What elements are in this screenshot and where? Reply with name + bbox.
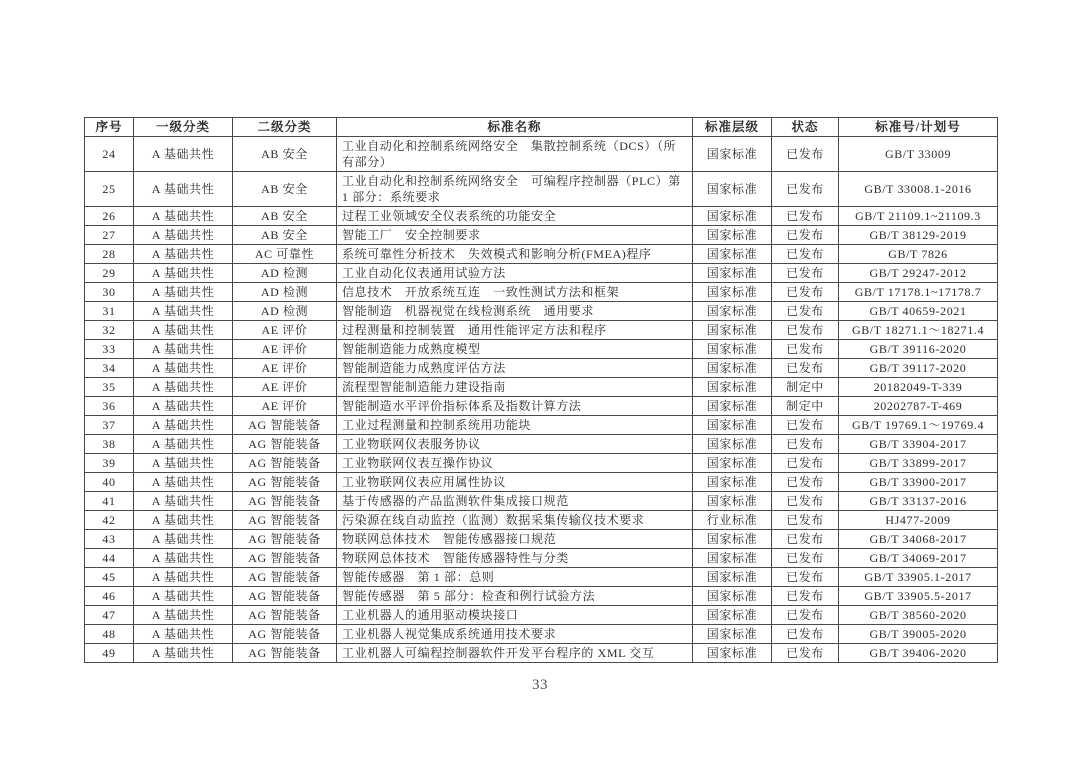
table-cell: A 基础共性 xyxy=(134,549,233,568)
table-cell: 制定中 xyxy=(772,378,839,397)
table-cell: 国家标准 xyxy=(693,549,772,568)
table-cell: 已发布 xyxy=(772,302,839,321)
table-cell: 37 xyxy=(85,416,134,435)
table-cell: 国家标准 xyxy=(693,606,772,625)
table-cell: 智能制造能力成熟度评估方法 xyxy=(337,359,693,378)
table-cell: 国家标准 xyxy=(693,137,772,172)
table-cell: A 基础共性 xyxy=(134,625,233,644)
table-row xyxy=(85,226,998,245)
table-cell: 已发布 xyxy=(772,549,839,568)
table-cell: GB/T 33899-2017 xyxy=(839,454,998,473)
table-cell: A 基础共性 xyxy=(134,644,233,663)
table-cell: A 基础共性 xyxy=(134,587,233,606)
table-cell: 国家标准 xyxy=(693,473,772,492)
table-cell: 20182049-T-339 xyxy=(839,378,998,397)
table-cell: GB/T 33900-2017 xyxy=(839,473,998,492)
table-cell: GB/T 17178.1~17178.7 xyxy=(839,283,998,302)
table-cell: 已发布 xyxy=(772,172,839,207)
table-cell: 已发布 xyxy=(772,587,839,606)
table-cell: A 基础共性 xyxy=(134,226,233,245)
table-cell: GB/T 39005-2020 xyxy=(839,625,998,644)
column-header-no: 序号 xyxy=(85,118,134,137)
table-row xyxy=(85,302,998,321)
table-row xyxy=(85,245,998,264)
table-cell: 行业标准 xyxy=(693,511,772,530)
table-row xyxy=(85,283,998,302)
table-cell: A 基础共性 xyxy=(134,416,233,435)
table-cell: AG 智能装备 xyxy=(233,568,337,587)
table-row xyxy=(85,606,998,625)
table-cell: AB 安全 xyxy=(233,137,337,172)
table-cell: 32 xyxy=(85,321,134,340)
table-cell: A 基础共性 xyxy=(134,245,233,264)
table-cell: AG 智能装备 xyxy=(233,625,337,644)
table-cell: 国家标准 xyxy=(693,207,772,226)
table-cell: AG 智能装备 xyxy=(233,492,337,511)
table-cell: 国家标准 xyxy=(693,644,772,663)
table-cell: A 基础共性 xyxy=(134,378,233,397)
table-cell: A 基础共性 xyxy=(134,172,233,207)
table-cell: 系统可靠性分析技术 失效模式和影响分析(FMEA)程序 xyxy=(337,245,693,264)
table-cell: 国家标准 xyxy=(693,492,772,511)
table-row xyxy=(85,340,998,359)
table-cell: 工业物联网仪表应用属性协议 xyxy=(337,473,693,492)
table-cell: 流程型智能制造能力建设指南 xyxy=(337,378,693,397)
table-cell: A 基础共性 xyxy=(134,283,233,302)
table-row xyxy=(85,530,998,549)
table-cell: 智能传感器 第 1 部：总则 xyxy=(337,568,693,587)
table-cell: GB/T 39117-2020 xyxy=(839,359,998,378)
table-cell: GB/T 39116-2020 xyxy=(839,340,998,359)
table-cell: 过程测量和控制装置 通用性能评定方法和程序 xyxy=(337,321,693,340)
table-row xyxy=(85,644,998,663)
table-cell: 已发布 xyxy=(772,435,839,454)
table-cell: GB/T 33009 xyxy=(839,137,998,172)
table-body xyxy=(85,137,998,663)
table-cell: AG 智能装备 xyxy=(233,511,337,530)
table-cell: 智能制造水平评价指标体系及指数计算方法 xyxy=(337,397,693,416)
table-cell: 国家标准 xyxy=(693,587,772,606)
table-row xyxy=(85,264,998,283)
table-cell: 国家标准 xyxy=(693,416,772,435)
table-cell: A 基础共性 xyxy=(134,435,233,454)
table-cell: 信息技术 开放系统互连 一致性测试方法和框架 xyxy=(337,283,693,302)
table-cell: 41 xyxy=(85,492,134,511)
table-cell: 国家标准 xyxy=(693,568,772,587)
table-cell: 过程工业领域安全仪表系统的功能安全 xyxy=(337,207,693,226)
table-cell: A 基础共性 xyxy=(134,302,233,321)
table-cell: A 基础共性 xyxy=(134,473,233,492)
table-cell: 已发布 xyxy=(772,283,839,302)
table-row xyxy=(85,435,998,454)
table-cell: A 基础共性 xyxy=(134,397,233,416)
table-cell: GB/T 40659-2021 xyxy=(839,302,998,321)
table-cell: 国家标准 xyxy=(693,321,772,340)
table-cell: AE 评价 xyxy=(233,397,337,416)
table-cell: GB/T 33905.5-2017 xyxy=(839,587,998,606)
table-cell: 国家标准 xyxy=(693,264,772,283)
table-cell: GB/T 21109.1~21109.3 xyxy=(839,207,998,226)
table-cell: 已发布 xyxy=(772,625,839,644)
table-row xyxy=(85,378,998,397)
standards-table xyxy=(84,117,998,663)
table-cell: 物联网总体技术 智能传感器特性与分类 xyxy=(337,549,693,568)
table-cell: GB/T 19769.1～19769.4 xyxy=(839,416,998,435)
table-cell: AB 安全 xyxy=(233,172,337,207)
table-cell: AE 评价 xyxy=(233,340,337,359)
table-cell: 国家标准 xyxy=(693,283,772,302)
table-cell: 制定中 xyxy=(772,397,839,416)
column-header-standard-level: 标准层级 xyxy=(693,118,772,137)
table-cell: 44 xyxy=(85,549,134,568)
table-cell: AB 安全 xyxy=(233,207,337,226)
table-cell: 34 xyxy=(85,359,134,378)
column-header-standard-name: 标准名称 xyxy=(337,118,693,137)
table-row xyxy=(85,587,998,606)
table-cell: GB/T 39406-2020 xyxy=(839,644,998,663)
table-cell: A 基础共性 xyxy=(134,207,233,226)
table-cell: GB/T 7826 xyxy=(839,245,998,264)
table-cell: AE 评价 xyxy=(233,378,337,397)
table-cell: AG 智能装备 xyxy=(233,644,337,663)
table-cell: GB/T 34068-2017 xyxy=(839,530,998,549)
table-cell: A 基础共性 xyxy=(134,137,233,172)
table-cell: GB/T 18271.1～18271.4 xyxy=(839,321,998,340)
table-cell: 36 xyxy=(85,397,134,416)
table-cell: 国家标准 xyxy=(693,226,772,245)
table-cell: 工业过程测量和控制系统用功能块 xyxy=(337,416,693,435)
table-cell: A 基础共性 xyxy=(134,340,233,359)
table-cell: 已发布 xyxy=(772,606,839,625)
table-cell: 物联网总体技术 智能传感器接口规范 xyxy=(337,530,693,549)
table-cell: 智能制造 机器视觉在线检测系统 通用要求 xyxy=(337,302,693,321)
table-cell: 已发布 xyxy=(772,473,839,492)
table-row xyxy=(85,137,998,172)
table-header-row xyxy=(85,118,998,137)
table-cell: 39 xyxy=(85,454,134,473)
table-cell: 国家标准 xyxy=(693,172,772,207)
table-cell: 43 xyxy=(85,530,134,549)
table-cell: 已发布 xyxy=(772,530,839,549)
table-row xyxy=(85,568,998,587)
table-row xyxy=(85,416,998,435)
table-cell: 工业物联网仪表互操作协议 xyxy=(337,454,693,473)
table-cell: 28 xyxy=(85,245,134,264)
table-cell: 国家标准 xyxy=(693,435,772,454)
table-cell: 31 xyxy=(85,302,134,321)
table-cell: A 基础共性 xyxy=(134,359,233,378)
table-cell: 已发布 xyxy=(772,644,839,663)
table-cell: A 基础共性 xyxy=(134,511,233,530)
table-cell: 工业机器人视觉集成系统通用技术要求 xyxy=(337,625,693,644)
table-row xyxy=(85,397,998,416)
table-cell: A 基础共性 xyxy=(134,321,233,340)
table-cell: GB/T 38560-2020 xyxy=(839,606,998,625)
table-row xyxy=(85,359,998,378)
table-cell: 49 xyxy=(85,644,134,663)
table-cell: GB/T 29247-2012 xyxy=(839,264,998,283)
table-cell: 工业自动化和控制系统网络安全 集散控制系统（DCS）（所有部分） xyxy=(337,137,693,172)
table-cell: 工业自动化和控制系统网络安全 可编程序控制器（PLC）第 1 部分：系统要求 xyxy=(337,172,693,207)
table-cell: A 基础共性 xyxy=(134,530,233,549)
page-number: 33 xyxy=(532,677,548,693)
table-cell: 国家标准 xyxy=(693,359,772,378)
table-cell: 38 xyxy=(85,435,134,454)
table-cell: 已发布 xyxy=(772,568,839,587)
table-cell: 已发布 xyxy=(772,454,839,473)
table-cell: 已发布 xyxy=(772,137,839,172)
table-cell: 污染源在线自动监控（监测）数据采集传输仪技术要求 xyxy=(337,511,693,530)
table-cell: 智能制造能力成熟度模型 xyxy=(337,340,693,359)
table-cell: AG 智能装备 xyxy=(233,587,337,606)
table-cell: GB/T 34069-2017 xyxy=(839,549,998,568)
table-row xyxy=(85,454,998,473)
table-cell: 29 xyxy=(85,264,134,283)
table-cell: AD 检测 xyxy=(233,264,337,283)
table-cell: 已发布 xyxy=(772,321,839,340)
table-cell: 国家标准 xyxy=(693,378,772,397)
table-cell: 已发布 xyxy=(772,245,839,264)
column-header-category-1: 一级分类 xyxy=(134,118,233,137)
column-header-category-2: 二级分类 xyxy=(233,118,337,137)
table-cell: AG 智能装备 xyxy=(233,473,337,492)
table-cell: 已发布 xyxy=(772,416,839,435)
table-cell: AG 智能装备 xyxy=(233,416,337,435)
table-cell: A 基础共性 xyxy=(134,454,233,473)
table-cell: A 基础共性 xyxy=(134,492,233,511)
table-cell: 48 xyxy=(85,625,134,644)
table-row xyxy=(85,321,998,340)
table-cell: AE 评价 xyxy=(233,321,337,340)
table-cell: 30 xyxy=(85,283,134,302)
table-cell: AD 检测 xyxy=(233,283,337,302)
table-cell: 工业自动化仪表通用试验方法 xyxy=(337,264,693,283)
table-cell: 已发布 xyxy=(772,359,839,378)
table-cell: 工业物联网仪表服务协议 xyxy=(337,435,693,454)
table-row xyxy=(85,473,998,492)
table-cell: AG 智能装备 xyxy=(233,606,337,625)
table-row xyxy=(85,549,998,568)
table-cell: 42 xyxy=(85,511,134,530)
column-header-standard-code: 标准号/计划号 xyxy=(839,118,998,137)
table-cell: 国家标准 xyxy=(693,397,772,416)
table-cell: 40 xyxy=(85,473,134,492)
table-cell: AG 智能装备 xyxy=(233,435,337,454)
table-cell: 25 xyxy=(85,172,134,207)
table-cell: 工业机器人的通用驱动模块接口 xyxy=(337,606,693,625)
table-cell: 20202787-T-469 xyxy=(839,397,998,416)
table-cell: 已发布 xyxy=(772,340,839,359)
table-cell: 45 xyxy=(85,568,134,587)
table-cell: AC 可靠性 xyxy=(233,245,337,264)
table-cell: GB/T 33905.1-2017 xyxy=(839,568,998,587)
table-row xyxy=(85,625,998,644)
table-cell: 已发布 xyxy=(772,511,839,530)
table-cell: 27 xyxy=(85,226,134,245)
table-cell: A 基础共性 xyxy=(134,568,233,587)
table-cell: 已发布 xyxy=(772,226,839,245)
table-cell: 国家标准 xyxy=(693,625,772,644)
table-cell: 47 xyxy=(85,606,134,625)
table-cell: 国家标准 xyxy=(693,302,772,321)
table-cell: 基于传感器的产品监测软件集成接口规范 xyxy=(337,492,693,511)
table-cell: 已发布 xyxy=(772,264,839,283)
table-cell: 26 xyxy=(85,207,134,226)
table-cell: 国家标准 xyxy=(693,454,772,473)
table-cell: GB/T 33904-2017 xyxy=(839,435,998,454)
table-cell: 国家标准 xyxy=(693,340,772,359)
table-row xyxy=(85,511,998,530)
table-cell: 已发布 xyxy=(772,492,839,511)
table-cell: A 基础共性 xyxy=(134,606,233,625)
table-cell: AG 智能装备 xyxy=(233,530,337,549)
table-cell: 智能工厂 安全控制要求 xyxy=(337,226,693,245)
table-cell: 已发布 xyxy=(772,207,839,226)
table-cell: AD 检测 xyxy=(233,302,337,321)
table-cell: 工业机器人可编程控制器软件开发平台程序的 XML 交互 xyxy=(337,644,693,663)
table-row xyxy=(85,172,998,207)
table-cell: 国家标准 xyxy=(693,245,772,264)
column-header-status: 状态 xyxy=(772,118,839,137)
table-cell: A 基础共性 xyxy=(134,264,233,283)
table-row xyxy=(85,492,998,511)
table-cell: 33 xyxy=(85,340,134,359)
table-cell: 46 xyxy=(85,587,134,606)
table-cell: 智能传感器 第 5 部分：检查和例行试验方法 xyxy=(337,587,693,606)
table-cell: 35 xyxy=(85,378,134,397)
table-cell: 国家标准 xyxy=(693,530,772,549)
table-cell: AG 智能装备 xyxy=(233,454,337,473)
table-cell: 24 xyxy=(85,137,134,172)
table-row xyxy=(85,207,998,226)
table-cell: AE 评价 xyxy=(233,359,337,378)
table-cell: AB 安全 xyxy=(233,226,337,245)
table-cell: HJ477-2009 xyxy=(839,511,998,530)
table-cell: GB/T 38129-2019 xyxy=(839,226,998,245)
table-cell: GB/T 33137-2016 xyxy=(839,492,998,511)
table-cell: AG 智能装备 xyxy=(233,549,337,568)
table-cell: GB/T 33008.1-2016 xyxy=(839,172,998,207)
